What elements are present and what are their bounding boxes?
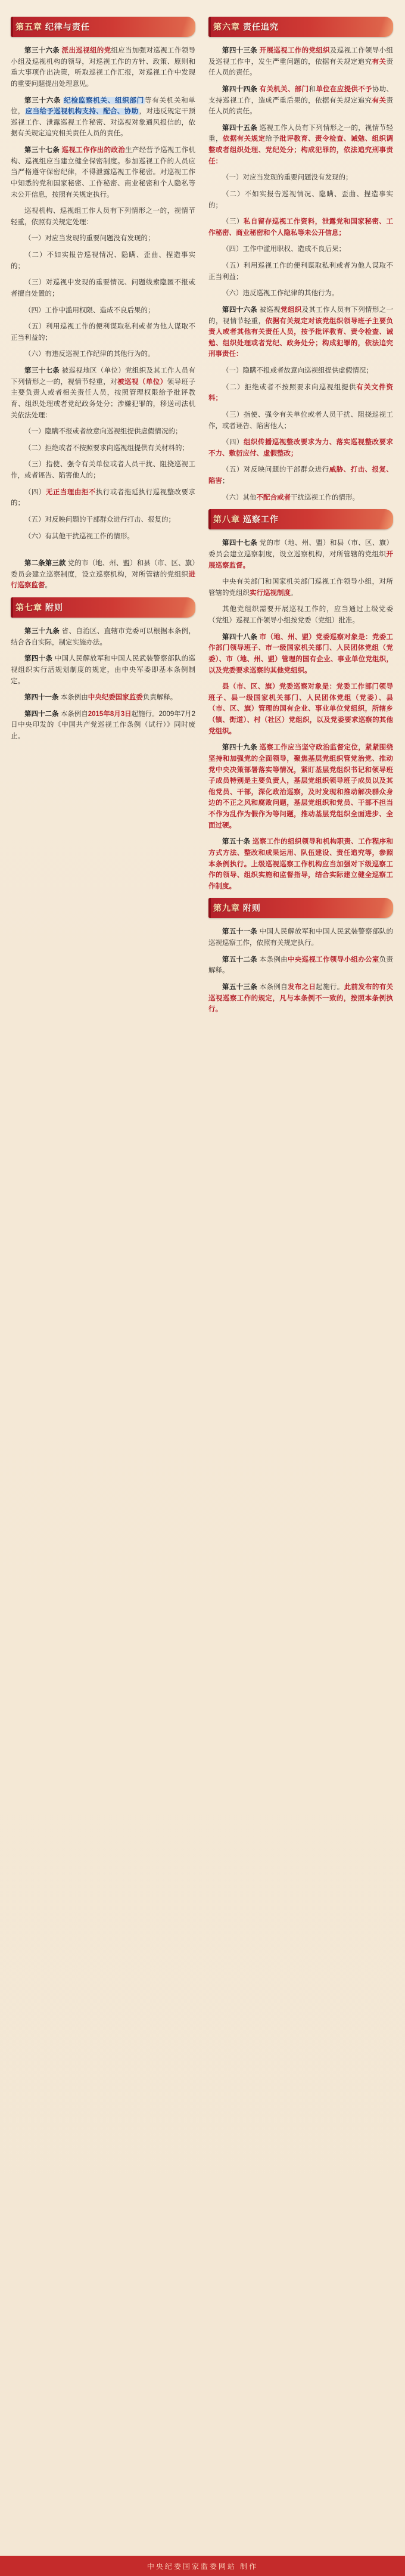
article-text-run: 第四十一条 [24,694,61,702]
article-paragraph [11,426,195,438]
article-text-run: 本条例由 [60,694,88,702]
article-paragraph [208,410,393,432]
article-text-run: 第三十七条 [24,367,62,374]
article-paragraph [11,365,195,421]
article-text-run: 第四十五条 [222,124,260,132]
article-paragraph [208,382,393,404]
article-text-run: 第五十三条 [222,983,260,991]
article-text-run: 实行巡视制度 [250,589,291,597]
article-text-run: 第四十九条 [222,744,260,752]
article-text-run: 文件资料； [208,383,394,402]
article-paragraph [208,305,393,360]
article-paragraph [208,836,393,892]
article-paragraph [11,459,195,481]
article-text-run: 其他党组织需要开展巡视工作的，应当通过上级党委（党组）巡视工作领导小组按党委（党组）批准。 [208,606,393,624]
article-text-run: 第五十一条 [222,928,260,936]
left-column-body-appendix [11,626,195,742]
article-text-run: （三）指使、强令有关单位或者人员干扰、阻挠巡视工作，或者诬告、陷害他人； [208,411,393,430]
article-text-run: 领导班子主要负责人或者相关责任人员，按照 [11,378,196,397]
article-paragraph [11,514,195,526]
article-text-run: 纪检监察机关、组织部门 [64,97,144,104]
article-text-run: 被巡视（单位） [117,378,167,386]
article-text-run: 威胁、打击、报复、陷害 [208,466,394,485]
article-paragraph [11,145,195,200]
article-text-run: 中国人民解放军和中国人民武装警察部队的巡视组织 [11,655,195,674]
article-text-run: 第三十六条 [24,97,64,104]
article-text-run: 第四十六条 [222,306,260,314]
article-text-run: 责任人员的责任。 [208,97,394,116]
article-paragraph [208,632,393,677]
article-text-run: 等有关机关和单位， [11,97,196,116]
article-paragraph [208,604,393,626]
two-column-layout [0,0,405,1056]
article-text-run: 批评教育、责令检查、诫勉、组织调整或者组织处理、党纪处分；构成犯罪的，依法追究刑事责任： [208,135,394,165]
article-text-run: 和 [309,85,316,93]
article-text-run: （四）工作中滥用权限、造成不良后果的； [24,306,155,314]
article-text-run: （一）对应当发现的重要问题没有发现的； [222,174,353,182]
left-column [11,11,195,1021]
article-paragraph [11,487,195,509]
article-text-run: 组织传播巡视整改要求 [243,439,315,447]
article-paragraph [208,45,393,79]
article-text-run: 巡察工作应当坚守政治监督定位，紧紧围绕坚持和加强党的全面领导，聚焦基层党组织管党治党、推动党中央决策部署落实等情况，紧盯基层党组织书记和领导班子成员特别是主要负责人，基层党组织领导班子成员以及其他党员、干部，深化政治巡察，及时发现和推动解决群众身边的不正之风和腐败问题，基层党组织和党员、干部不担当不作为乱作为假作为等问题，推动基层党组织全面进步、全面过硬。 [208,744,394,829]
article-text-run: 负责解释。 [208,956,394,975]
article-text-run: 巡视机构、巡视组工作人员有下列情形之一的，视情节轻重，依照有关规定处理： [11,207,195,226]
banner-accent [208,898,211,918]
article-text-run: 不予 [358,85,372,93]
site-footer [0,2556,405,2576]
article-text-run: 对巡视工作中知悉的党和国家秘密、工作秘密、商业秘密和个人隐私等未公开信息，按照有关规定执行。 [11,169,196,199]
article-text-run: （三）指使、强令有关单位或者人员干扰、阻挠巡视工作，或者诬告、陷害他人的； [11,461,195,479]
article-text-run: 本条例自 [60,710,88,718]
article-text-run: 省、自治区、直辖市党委可以根据本条例，结合各自实际，制定实施办法。 [11,628,196,646]
article-text-run: 实行活规划制度的规定，由中央军委即基本条例制定。 [11,666,195,685]
article-text-run: 第四十二条 [24,710,61,718]
article-text-run: 市（地、州、盟）党委巡察对象是：党委工作部门领导班子、市一级国家机关部门、人民团体党组（党委）、市（地、州、盟）管理的国有企业、事业单位党组织，以及党委要求巡察的其他党组织。 [208,633,394,674]
article-paragraph [11,443,195,454]
article-paragraph [208,189,393,211]
banner-accent [11,17,13,37]
article-text-run: （二）不如实报告巡视情况、隐瞒、歪曲、捏造事实的； [11,252,195,270]
article-text-run: （六）其他 [222,494,257,501]
article-text-run: 此前发布的有关巡视巡察工作的规定，凡与本条例不一致的，按照本条例执行。 [208,983,394,1013]
article-text-run: 第五十条 [222,838,253,846]
article-text-run: （二）拒绝或者不按照要求向巡视组提供有关材料的； [24,444,189,452]
article-paragraph [208,123,393,168]
article-text-run: （五）对反映问题的干部群众进行打击、报复的； [24,516,175,523]
article-text-run: （六）有违反巡视工作纪律的其他行为的。 [24,351,155,358]
article-paragraph [11,321,195,343]
article-text-run: 。 [291,589,298,597]
right-column-body [208,45,393,503]
article-text-run: 有关 [372,58,387,66]
article-text-run: 派出巡视组的党 [61,47,111,54]
article-text-run: （六）有其他干扰巡视工作的情形。 [24,532,134,540]
article-text-run: 私自留存巡视工作资料，泄露党和国家秘密、工作秘密、商业秘密和个人隐私等未公开信息； [208,218,394,237]
article-text-run: 责任人员的责任。 [208,58,394,77]
article-text-run: 党组织 [281,306,302,314]
article-paragraph [208,365,393,377]
article-text-run: 第四十八条 [222,633,260,641]
article-text-run: 依据有关规定对该党组织 [265,317,344,325]
article-paragraph [208,954,393,977]
article-paragraph [208,982,393,1015]
article-text-run: （四） [222,439,244,447]
article-text-run: 中国人民解放军和中国人民武装警察部队的巡视巡察工作，依照有关规定执行。 [208,928,394,947]
left-column-body [11,45,195,591]
article-paragraph [208,261,393,283]
article-text-run: 党的市（地、州、盟）和县（市、区、旗）委员会建立巡察制度，设立巡察机构，对所管辖的党组织 [208,540,394,558]
right-column [208,11,393,1021]
article-text-run: 及巡视工作领导小组及巡视工作中，发生严重问题的，依据有关规定追究 [208,47,394,66]
chapter-banner-7-label: 第七章 附则 [15,603,63,612]
article-text-run: 党组织 [309,47,330,54]
article-text-run: （五）利用巡视工作的便利谋取私利或者为他人谋取不正当利益； [208,262,393,281]
article-text-run: 开展巡视工作的 [259,47,309,54]
article-text-run: 。 [242,562,250,569]
article-text-run: 第四十三条 [222,47,260,54]
article-paragraph [208,437,393,459]
article-paragraph [11,45,195,90]
article-text-run: 开展巡察监督 [208,550,393,569]
article-text-run: 组应当加强对巡视工作领导小组及巡视机构的领导，对巡视工作的方针、政策、原则和重大事项作出决策，听取巡视工作汇报，对巡视工作中发现的重要问题提出处理意见。 [11,47,196,88]
article-text-run: （六）违反巡视工作纪律的其他行为。 [222,290,339,297]
banner-accent [208,17,211,37]
article-text-run: （一）隐瞒不报或者故意向巡视组提供虚假情况； [222,367,373,374]
article-text-run: 第四十四条 [222,85,260,93]
article-text-run: （四）工作中滥用职权、造成不良后果； [222,246,345,253]
article-text-run: 给予 [265,135,280,143]
article-paragraph [11,626,195,648]
article-text-run: 生产经营予巡视工作机构、巡视组应当建立健全保密制度。参加巡视工作的人员应当严格遵守保密纪律，不得泄露巡视工作秘密。 [11,147,196,176]
article-text-run: 第三十九条 [24,628,62,635]
article-text-run: 。 [45,582,52,590]
article-paragraph [11,692,195,703]
chapter-banner-7 [11,597,195,618]
article-text-run: 单位在应提供 [316,85,359,93]
article-text-run: ； [222,478,229,485]
right-column-body-appendix [208,926,393,1015]
article-text-run: 2015年8月3日 [88,710,132,718]
article-paragraph [208,288,393,299]
article-text-run: 应当给予巡视机构支持、配合、协助 [25,108,139,116]
article-paragraph [11,206,195,228]
chapter-banner-8 [208,509,393,529]
article-text-run: 依据有关规定 [222,135,266,143]
article-paragraph [208,244,393,255]
chapter-banner-9-label: 第九章 附则 [213,903,261,913]
article-text-run: 发布之日 [287,983,316,991]
article-text-run: （二）拒绝或者不按照要求向巡视组提供 [222,383,357,391]
article-paragraph [11,709,195,742]
article-paragraph [208,216,393,238]
article-text-run: 领导班子主要负责人或者其他有关责任人员，按予批评教育、责令检查、诫勉、组织处理或者 [208,317,394,347]
article-text-run: 中央有关部门和国家机关部门巡视工作领导小组，对所管辖的党组织 [208,578,393,597]
article-text-run: 执行或者拖延执行巡视整改要求的； [11,488,196,507]
article-text-run: 负责解释。 [142,694,177,702]
article-text-run: 党的市（地、州、盟）和县（市、区、旗）委员会建立巡察制度，设立巡察机构，对所管辖的党组织 [11,560,196,578]
article-text-run: （五）利用巡视工作的便利谋取私利或者为他人谋取不正当利益的； [11,323,195,342]
article-text-run: 有关 [372,97,387,104]
article-text-run: （一）隐瞒不报或者故意向巡视组提供虚假情况的； [24,428,182,436]
article-paragraph [208,492,393,504]
article-text-run: 县（市、区、旗）党委巡察对象是：党委工作部门领导班子、县一级国家机关部门、人民团体党组（党委）、县（市、区、旗）管理的国有企业、事业单位党组织，所辖乡（镇、街道）、村（社区）党组织，以及党委要求巡察的其他党组织。 [208,683,393,735]
article-text-run: 进行巡察监督 [11,571,195,590]
chapter-banner-6 [208,17,393,37]
article-paragraph [208,538,393,571]
chapter-banner-9 [208,898,393,918]
article-text-run: （四） [24,488,46,496]
article-paragraph [208,681,393,737]
chapter-banner-8-label: 第八章 巡察工作 [213,514,279,525]
article-text-run: 被巡视地区（单位）党组织及其工作人员有下列情形之一的，视情节轻重，对 [11,367,196,386]
footer-credit: 中央纪委国家监委网站 制作 [147,2562,258,2571]
article-text-run: 第三十七条 [24,147,62,154]
article-paragraph [11,558,195,591]
article-text-run: 协助、支持巡视工作，造成严重后果的，依据有关规定追究 [208,85,394,104]
article-paragraph [11,277,195,299]
article-paragraph [11,653,195,687]
article-text-run: 巡视工作人员有下列情形之一的，视情节轻重， [208,124,394,143]
article-text-run: 第二条第三款 [24,560,68,568]
article-text-run: 巡察工作的组织领导和机构职责、工作程序和方式方法、整改和成果运用、队伍建设、责任追究等，参照本条例执行。上级巡视巡察工作机构应当加强对下级巡察工作的领导、组织实施和监督指导，结合实际建立健全巡察工作制度。 [208,838,393,890]
right-column-body-inspection [208,538,393,892]
article-text-run: 第五十二条 [222,956,260,963]
article-paragraph [208,172,393,184]
article-paragraph [11,95,195,140]
article-text-run: 中央巡视工作领导小组办公室 [287,956,379,963]
banner-accent [11,597,13,618]
article-text-run: 管理权限给予批评教育、组织处理或者 [11,389,195,408]
article-text-run: （二）不如实报告巡视情况、隐瞒、歪曲、捏造事实的； [208,190,393,209]
article-text-run: 本条例自 [259,983,288,991]
article-text-run: （三） [222,218,244,226]
article-text-run: （一）对应当发现的重要问题没有发现的； [24,235,155,243]
article-text-run: 不配合或者 [256,494,291,501]
article-paragraph [11,250,195,272]
article-paragraph [208,926,393,948]
article-text-run: （三）对巡视中发现的重要情况、问题线索隐匿不报或者擅自处置的； [11,279,195,297]
article-paragraph [208,742,393,831]
chapter-banner-6-label: 第六章 责任追究 [213,22,279,32]
article-text-run: 党纪、政务 [265,339,301,347]
article-text-run: 巡视工作作出的政治 [61,147,126,154]
article-text-run: 无正当理由拒不 [45,488,96,496]
article-text-run: 本条例由 [259,956,288,963]
article-text-run: （五）对反映问题的干部群众进行 [222,466,329,474]
article-text-run: 第四十七条 [222,540,260,547]
article-text-run: 党纪政务处分；涉嫌犯罪的，移送司法机关依法处理： [11,400,196,419]
article-text-run: 第三十六条 [24,47,62,54]
article-text-run: 起施行。2009年7月2日中央印发的《中国共产党巡视工作条例（试行）》同时废止。 [11,710,196,740]
article-text-run: 有关机关、部门 [259,85,309,93]
article-text-run: 被巡视 [259,306,281,314]
chapter-banner-5 [11,17,195,37]
article-text-run: 有关 [356,383,372,391]
article-paragraph [11,349,195,360]
article-paragraph [11,531,195,543]
article-text-run: 干扰巡视工作的情形。 [291,494,359,501]
article-paragraph [208,464,393,486]
article-text-run: 处分；构成犯罪的，依法追究刑事责任： [208,339,394,358]
article-paragraph [11,305,195,317]
section-spacer [11,547,195,558]
article-text-run: 第四十条 [24,655,55,663]
article-text-run: ，对违反规定干预巡视工作、泄露巡视工作秘密、对巡视对象通风报信的，依据有关规定追究相关责任人员的责任。 [11,108,196,138]
article-text-run: 及其工作人员有下列情形之一的，视情节轻重， [208,306,394,325]
article-text-run: 起施行。 [316,983,344,991]
article-paragraph [11,233,195,244]
banner-accent [208,509,211,529]
article-text-run: 为力、落实巡视整改要求不力、敷衍应付、虚假整改； [208,439,394,457]
article-paragraph [208,84,393,117]
chapter-banner-5-label: 第五章 纪律与责任 [15,22,90,32]
article-text-run: 中央纪委国家监委 [88,694,143,702]
article-paragraph [208,576,393,599]
